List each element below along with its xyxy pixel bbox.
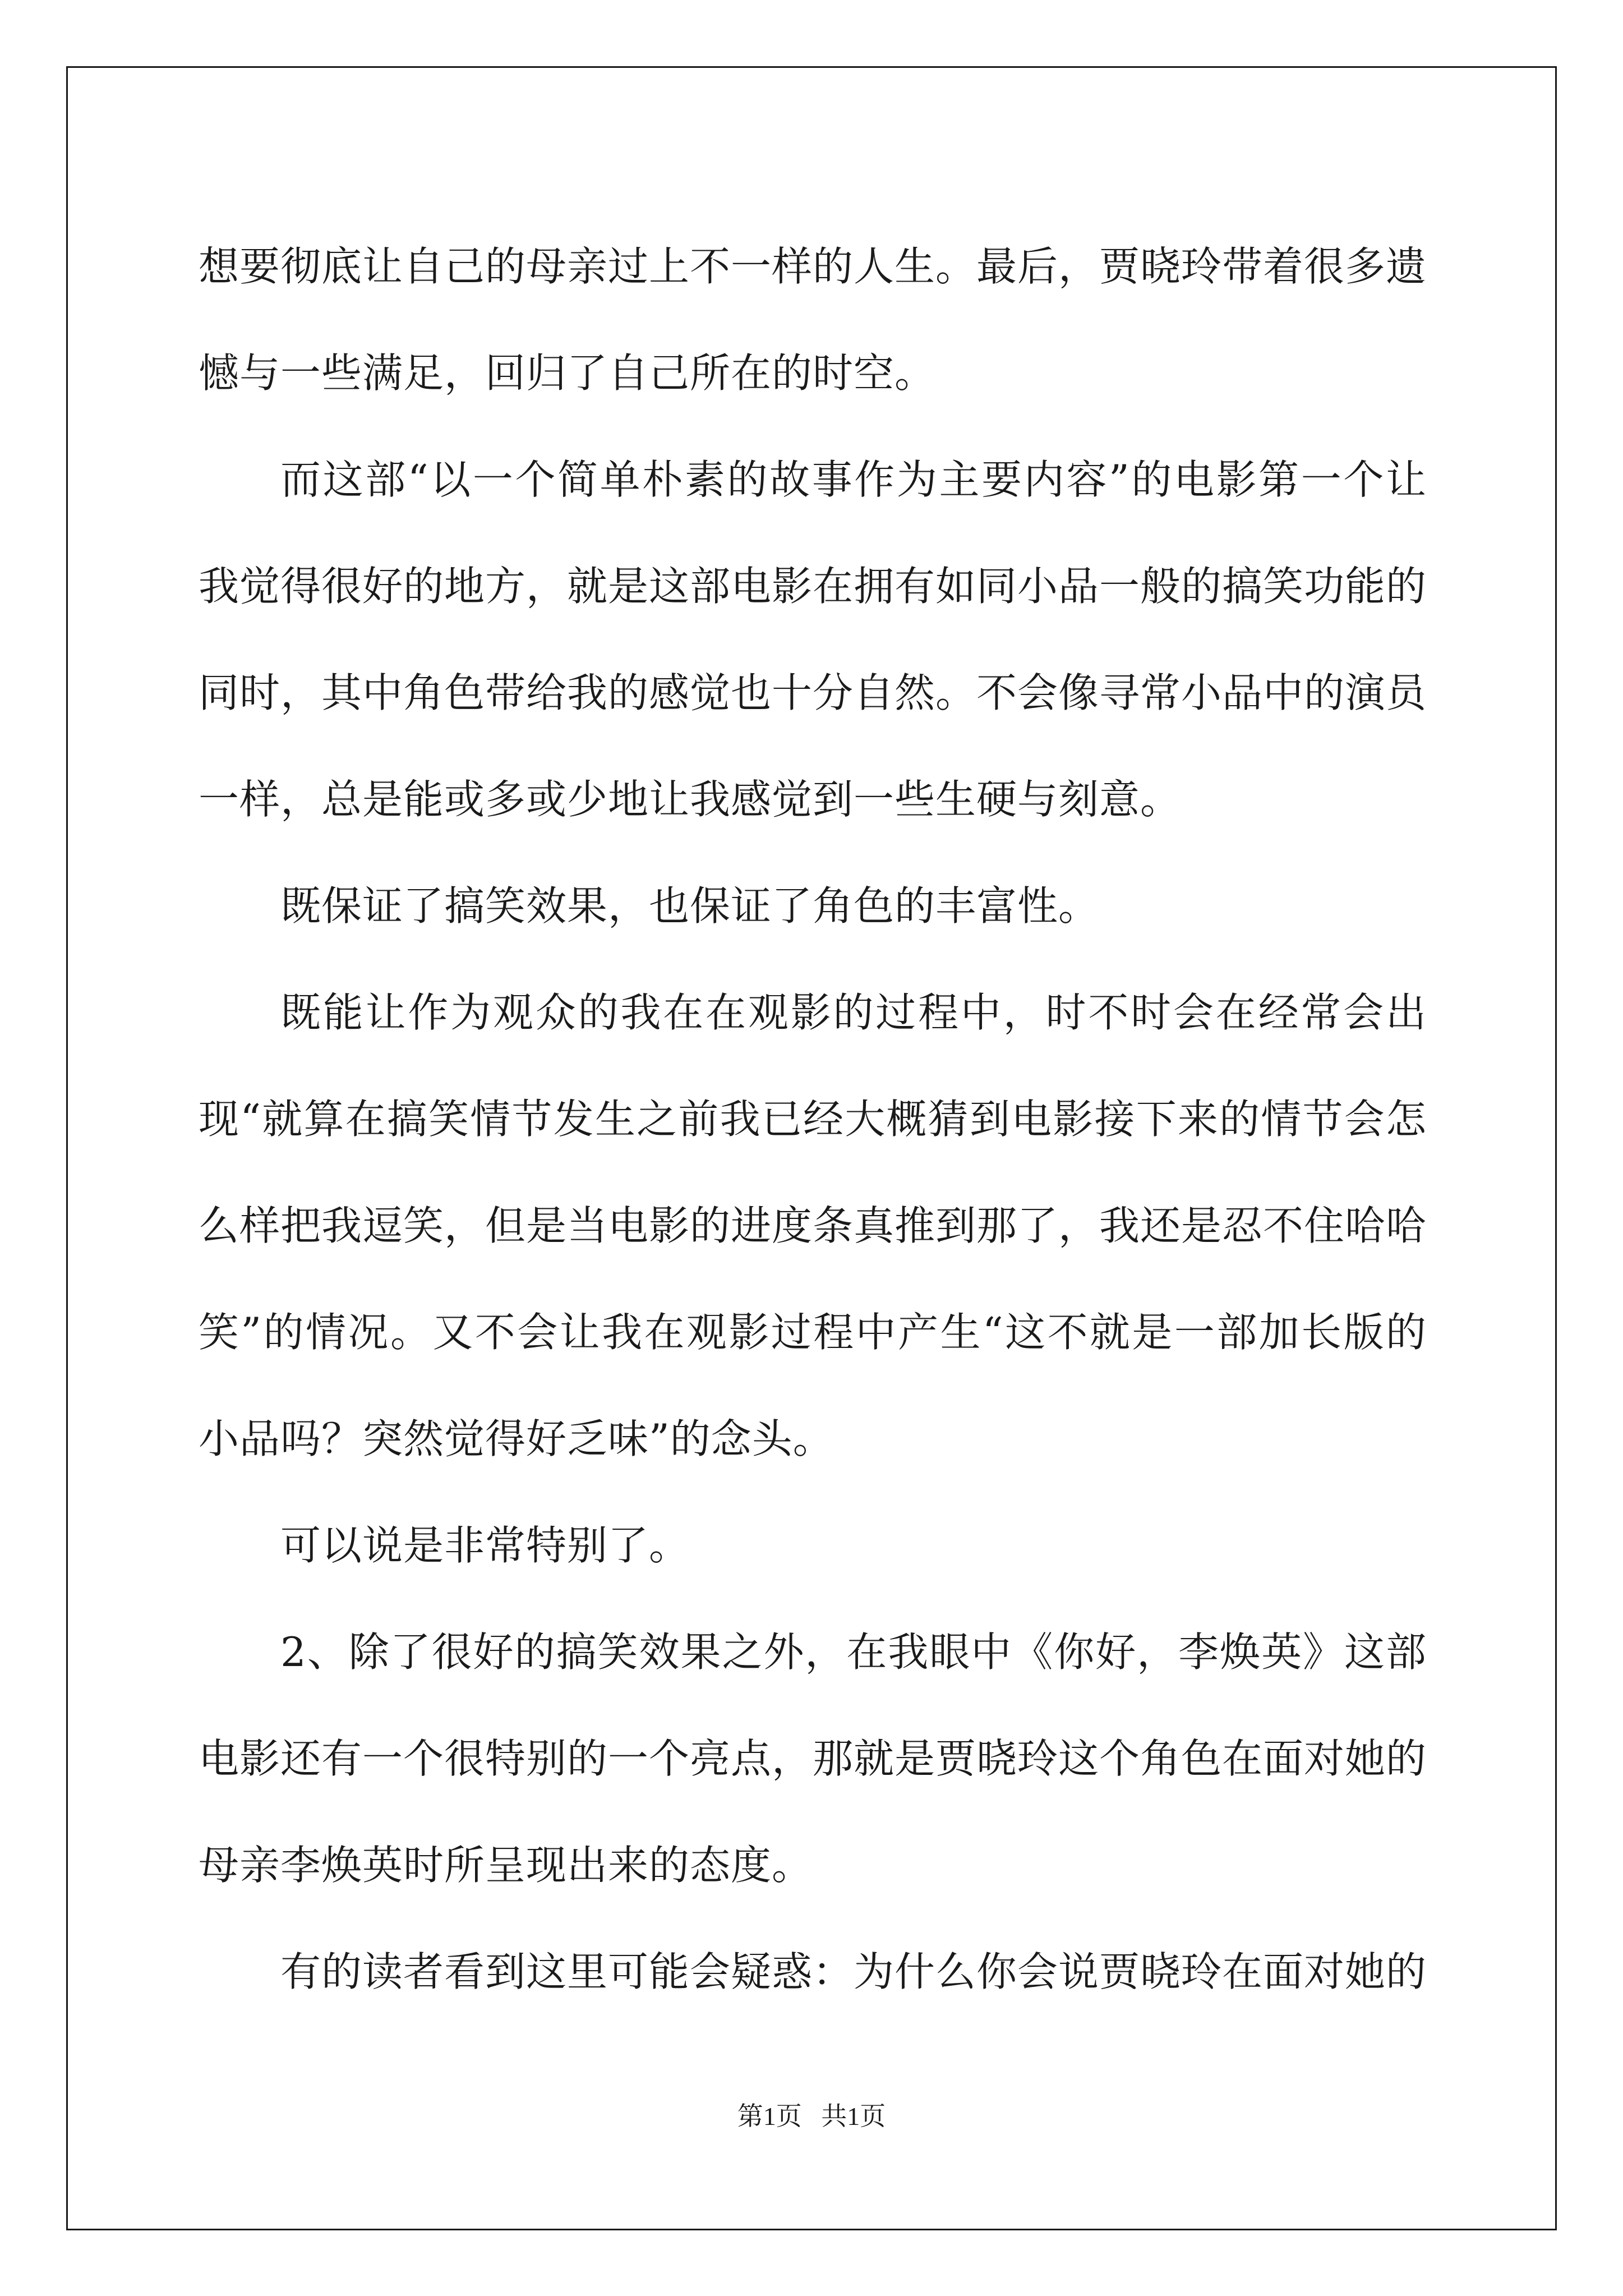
paragraph-5: 可以说是非常特别了。 <box>280 1522 690 1569</box>
paragraph-4: 既能让作为观众的我在在观影的过程中，时不时会在经常会出现“就算在搞笑情节发生之前我已经大概猜到电影接下来的情节会怎么样把我逗笑，但是当电影的进度条真推到那了，我还是忍不住哈哈笑”的情况。又不会让我在观影过程中产生“这不就是一部加长版的小品吗？突然觉得好乏味”的念头。 <box>199 989 1427 1462</box>
paragraph-1: 想要彻底让自己的母亲过上不一样的人生。最后，贾晓玲带着很多遗憾与一些满足，回归了自己所在的时空。 <box>199 243 1427 397</box>
paragraph-6: 2、除了很好的搞笑效果之外，在我眼中《你好，李焕英》这部电影还有一个很特别的一个亮点，那就是贾晓玲这个角色在面对她的母亲李焕英时所呈现出来的态度。 <box>199 1628 1427 1889</box>
paragraph-3: 既保证了搞笑效果，也保证了角色的丰富性。 <box>280 882 1100 930</box>
page-footer: 第1页 共1页 <box>737 2102 886 2131</box>
paragraph-2: 而这部“以一个简单朴素的故事作为主要内容”的电影第一个让我觉得很好的地方，就是这部电影在拥有如同小品一般的搞笑功能的同时，其中角色带给我的感觉也十分自然。不会像寻常小品中的演员一样，总是能或多或少地让我感觉到一些生硬与刻意。 <box>199 456 1427 823</box>
paragraph-7: 有的读者看到这里可能会疑惑：为什么你会说贾晓玲在面对她的 <box>280 1948 1427 1995</box>
document-body <box>199 213 1427 2025</box>
